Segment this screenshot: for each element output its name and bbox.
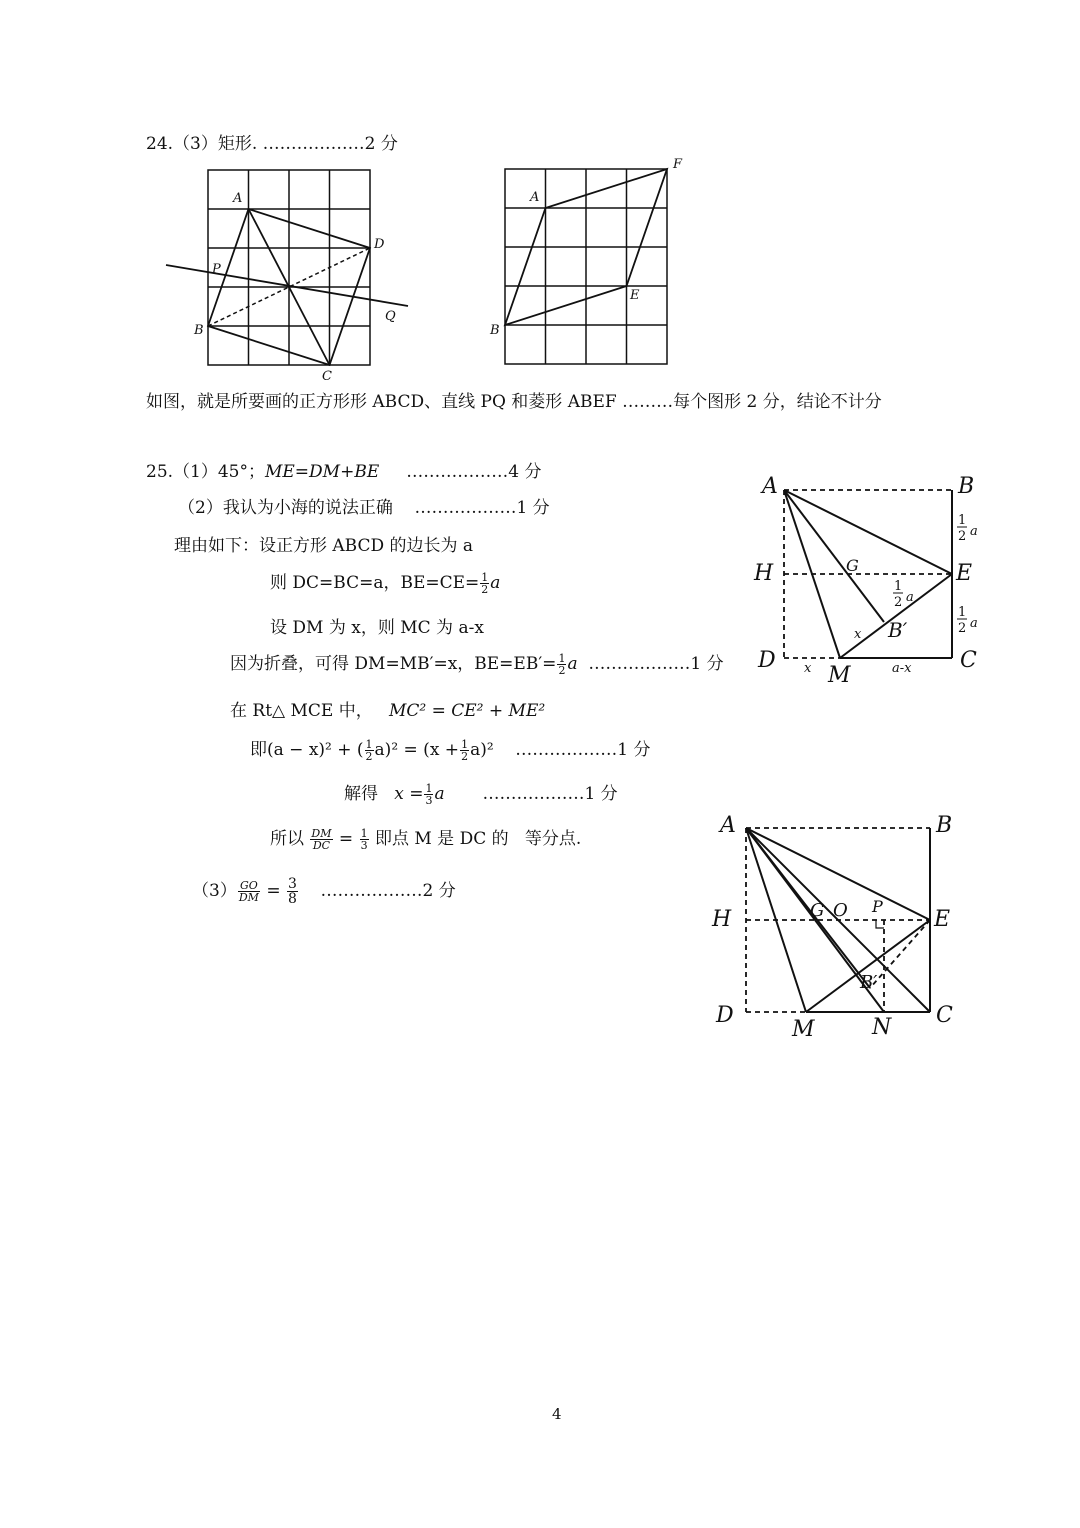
q25-step5-right: a)² <box>470 740 494 760</box>
fig3-label-E: E <box>956 561 973 586</box>
q25-part1 <box>146 461 542 483</box>
q25-part1-score: ………………4 分 <box>406 462 542 482</box>
fig3-label-M: M <box>828 663 851 688</box>
fig3-half-a-top <box>957 513 978 544</box>
fig4-label-H: H <box>712 907 732 932</box>
q25-part1-equation: ME=DM+BE <box>264 462 380 482</box>
q25-step7-suffix: 等分点. <box>524 829 582 849</box>
q25-step4-equation: MC² = CE² + ME² <box>388 701 546 721</box>
var-a: a <box>567 654 578 674</box>
fig2-label-A: A <box>530 190 540 205</box>
fig1-label-P: P <box>212 262 221 277</box>
fig2-label-E: E <box>630 288 640 303</box>
q25-step5-mid: a)² = (x + <box>374 740 460 760</box>
fig4-label-Bprime: B′ <box>860 972 878 993</box>
q25-part3-prefix: （3） <box>192 881 237 901</box>
q25-step3-text: 因为折叠，可得 DM=MB′=x，BE=EB′= <box>230 654 557 674</box>
q25-step4-prefix: 在 Rt△ MCE 中， <box>230 701 373 721</box>
q25-step1-text: 则 DC=BC=a，BE=CE= <box>270 573 480 593</box>
q24-figure-rhombus <box>480 155 700 395</box>
fig1-label-D: D <box>374 237 385 252</box>
svg-text:1: 1 <box>958 513 967 528</box>
q25-step3 <box>230 653 724 676</box>
svg-text:2: 2 <box>958 529 967 544</box>
fig1-label-A: A <box>233 191 243 206</box>
third-fraction: $\frac{1}{3}$ <box>425 782 433 807</box>
fig3-label-D: D <box>758 648 776 673</box>
q24-conclusion: 如图，就是所要画的正方形形 ABCD、直线 PQ 和菱形 ABEF ………每个图形 2 分，结论不计分 <box>146 392 882 412</box>
fig3-label-G: G <box>846 556 859 575</box>
fig2-label-B: B <box>490 323 500 338</box>
q25-step3-score: ………………1 分 <box>588 654 724 674</box>
q25-step7-mid: 即点 M 是 DC 的 <box>374 829 509 849</box>
fig1-label-B: B <box>194 323 204 338</box>
svg-text:a: a <box>970 616 978 631</box>
fig3-label-B: B <box>958 474 975 499</box>
fig4-label-A: A <box>720 813 736 838</box>
fig3-label-Bprime: B′ <box>888 618 908 642</box>
q25-step5 <box>250 739 651 762</box>
q25-step7: 所以 $\frac{DM}{DC}$ = $\frac{1}{3}$ 即点 M 是 DC 的 等分点. <box>270 827 582 852</box>
svg-text:a: a <box>970 524 978 539</box>
three-eighths-fraction: $\frac{3}{8}$ <box>287 876 297 907</box>
q25-step6-score: ………………1 分 <box>482 784 618 804</box>
q25-step7-prefix: 所以 <box>270 829 304 849</box>
q24-header: 24.（3）矩形. ………………2 分 <box>146 134 398 154</box>
fig3-label-x-slant: x <box>854 627 862 642</box>
svg-text:2: 2 <box>958 621 967 636</box>
q25-step5-left: (a − x)² + ( <box>267 740 364 760</box>
q25-step2: 设 DM 为 x，则 MC 为 a-x <box>270 618 484 638</box>
third-fraction: $\frac{1}{3}$ <box>360 827 368 852</box>
fig4-label-E: E <box>934 907 951 932</box>
q25-part2-text: （2）我认为小海的说法正确 <box>178 498 393 518</box>
q25-part3: （3） $\frac{GO}{DM}$ = $\frac{3}{8}$ ………………2 分 <box>192 876 456 907</box>
q25-reason-intro: 理由如下：设正方形 ABCD 的边长为 a <box>174 536 474 556</box>
go-dm-fraction: $\frac{GO}{DM}$ <box>238 879 259 904</box>
page-number: 4 <box>552 1405 562 1423</box>
fig2-label-F: F <box>673 157 683 172</box>
fig4-label-O: O <box>833 900 848 921</box>
svg-text:1: 1 <box>894 579 903 594</box>
fig3-label-H: H <box>754 561 774 586</box>
q25-step5-score: ………………1 分 <box>515 740 651 760</box>
q25-step5-prefix: 即 <box>250 740 267 760</box>
fig4-label-M: M <box>792 1017 815 1042</box>
svg-text:2: 2 <box>894 595 903 610</box>
q25-figure-fold <box>748 472 988 687</box>
var-a: a <box>434 784 445 804</box>
q25-step6 <box>344 783 618 806</box>
q25-part1-prefix: 25.（1）45°； <box>146 462 265 482</box>
q25-part2-score: ………………1 分 <box>414 498 550 518</box>
fig4-label-G: G <box>810 900 825 921</box>
dm-dc-fraction: $\frac{DM}{DC}$ <box>311 827 332 852</box>
half-fraction: $\frac{1}{2}$ <box>365 738 373 763</box>
fig3-label-A: A <box>762 474 778 499</box>
fig1-label-C: C <box>322 369 332 384</box>
fig1-label-Q: Q <box>385 309 396 324</box>
fig3-label-x-base: x <box>804 661 812 676</box>
svg-text:1: 1 <box>958 605 967 620</box>
fig4-label-D: D <box>716 1003 734 1028</box>
q25-part2-claim <box>178 497 550 519</box>
var-a: a <box>490 573 501 593</box>
q25-part3-score: ………………2 分 <box>320 881 456 901</box>
q24-figure-square <box>160 160 420 400</box>
fig4-label-P: P <box>872 897 883 916</box>
fig4-label-N: N <box>872 1015 892 1040</box>
fig3-label-C: C <box>960 648 977 673</box>
q25-step6-var: x = <box>394 784 424 804</box>
q25-step4 <box>230 700 545 722</box>
fig4-label-C: C <box>936 1003 953 1028</box>
half-fraction: $\frac{1}{2}$ <box>558 652 566 677</box>
fig3-half-a-bottom <box>957 605 978 636</box>
fig4-label-B: B <box>936 813 953 838</box>
fig3-label-a-minus-x: a-x <box>892 661 912 676</box>
q25-figure-part3 <box>712 808 972 1042</box>
half-fraction: $\frac{1}{2}$ <box>461 738 469 763</box>
half-fraction: $\frac{1}{2}$ <box>481 571 489 596</box>
q25-step1 <box>270 572 500 595</box>
svg-text:a: a <box>906 590 914 605</box>
q25-step6-prefix: 解得 <box>344 784 378 804</box>
